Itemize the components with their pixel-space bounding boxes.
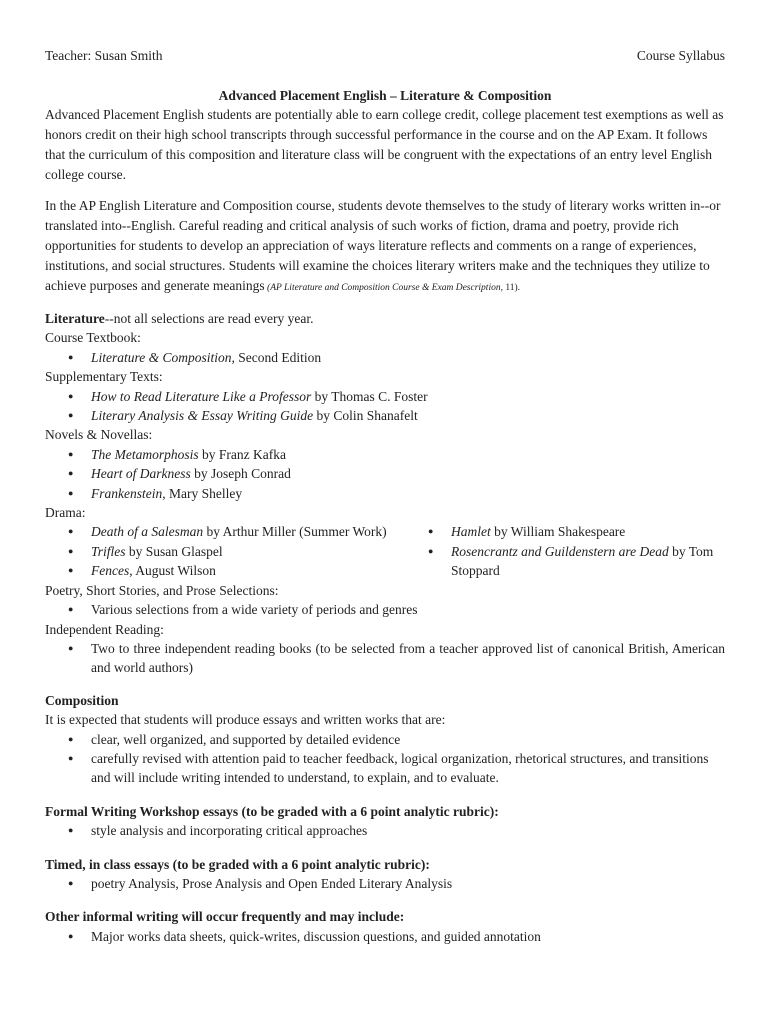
list-item bbox=[45, 561, 405, 580]
book-detail: by William Shakespeare bbox=[490, 524, 626, 540]
informal-writing-heading: Other informal writing will occur frequently and may include: bbox=[45, 909, 405, 925]
book-title: Heart of Darkness bbox=[91, 466, 191, 482]
supplementary-label: Supplementary Texts: bbox=[45, 369, 163, 385]
course-title: Advanced Placement English – Literature & Composition bbox=[218, 88, 552, 103]
book-title: The Metamorphosis bbox=[91, 446, 199, 462]
drama-list-right bbox=[405, 522, 725, 580]
book-detail: by Tom Stoppard bbox=[451, 543, 714, 579]
book-title: Frankenstein bbox=[91, 485, 163, 501]
supplementary-list bbox=[45, 387, 725, 426]
composition-section bbox=[45, 691, 725, 788]
list-item bbox=[45, 542, 405, 561]
literature-heading-bold: Literature bbox=[45, 311, 105, 326]
list-item: ● Major works data sheets, quick-writes, discussion questions, and guided annotation bbox=[45, 927, 725, 946]
citation-close: , 11). bbox=[500, 283, 521, 293]
list-item bbox=[45, 348, 725, 367]
syllabus-page bbox=[45, 47, 725, 946]
book-detail: by Colin Shanafelt bbox=[313, 408, 418, 424]
teacher-name: Teacher: Susan Smith bbox=[45, 48, 163, 63]
book-detail: by Arthur Miller (Summer Work) bbox=[203, 524, 387, 540]
book-detail: , Mary Shelley bbox=[162, 485, 243, 501]
formal-workshop-section bbox=[45, 802, 725, 841]
poetry-list bbox=[45, 600, 725, 619]
textbook-label: Course Textbook: bbox=[45, 330, 141, 346]
book-title: Trifles bbox=[91, 543, 126, 559]
timed-essays-section bbox=[45, 855, 725, 894]
formal-workshop-heading: Formal Writing Workshop essays (to be graded with a 6 point analytic rubric): bbox=[45, 803, 499, 819]
book-detail: by Joseph Conrad bbox=[190, 466, 291, 482]
book-title: Literary Analysis & Essay Writing Guide bbox=[91, 408, 314, 424]
drama-columns bbox=[45, 522, 725, 580]
book-detail: by Franz Kafka bbox=[198, 446, 286, 462]
list-item bbox=[405, 542, 725, 581]
book-title: How to Read Literature Like a Professor bbox=[91, 388, 312, 404]
literature-section bbox=[45, 309, 725, 678]
list-item bbox=[45, 464, 725, 483]
drama-label: Drama: bbox=[45, 505, 86, 521]
book-detail: , August Wilson bbox=[129, 563, 216, 579]
book-title: Fences bbox=[91, 563, 130, 579]
timed-essays-heading: Timed, in class essays (to be graded with a 6 point analytic rubric): bbox=[45, 856, 430, 872]
list-item: ● Various selections from a wide variety of periods and genres bbox=[45, 600, 725, 619]
list-item: ● carefully revised with attention paid to teacher feedback, logical organization, rhetorical structures, and transitions and will include writing intended to understand, to explain, and to evaluate. bbox=[45, 749, 725, 788]
independent-label: Independent Reading: bbox=[45, 621, 164, 637]
list-item bbox=[45, 522, 405, 541]
page-header bbox=[45, 47, 725, 65]
list-item bbox=[45, 387, 725, 406]
book-title: Death of a Salesman bbox=[91, 524, 204, 540]
formal-workshop-list bbox=[45, 821, 725, 840]
list-item bbox=[405, 522, 725, 541]
informal-writing-list bbox=[45, 927, 725, 946]
list-item: ● clear, well organized, and supported by detailed evidence bbox=[45, 730, 725, 749]
list-item bbox=[45, 484, 725, 503]
literature-heading-rest: --not all selections are read every year. bbox=[104, 311, 314, 326]
citation: AP Literature and Composition Course & Exam Description bbox=[270, 283, 501, 293]
book-title: Hamlet bbox=[451, 524, 491, 540]
citation-open: ( bbox=[264, 283, 271, 293]
composition-intro: It is expected that students will produce essays and written works that are: bbox=[45, 712, 446, 728]
list-item bbox=[45, 445, 725, 464]
textbook-list bbox=[45, 348, 725, 367]
book-title: Literature & Composition, bbox=[91, 349, 235, 365]
literature-heading bbox=[45, 309, 725, 328]
book-detail: by Susan Glaspel bbox=[125, 543, 223, 559]
informal-writing-section bbox=[45, 907, 725, 946]
book-detail: by Thomas C. Foster bbox=[311, 388, 428, 404]
novels-label: Novels & Novellas: bbox=[45, 427, 153, 443]
composition-list bbox=[45, 730, 725, 788]
novels-list bbox=[45, 445, 725, 503]
poetry-label: Poetry, Short Stories, and Prose Selections: bbox=[45, 582, 279, 598]
list-item: ● style analysis and incorporating critical approaches bbox=[45, 821, 725, 840]
intro-paragraph-2 bbox=[45, 196, 725, 298]
timed-essays-list bbox=[45, 874, 725, 893]
list-item bbox=[45, 406, 725, 425]
intro-paragraph-1: Advanced Placement English students are potentially able to earn college credit, college placement test exemptions as well as honors credit on their high school transcripts through successful performance in the course and on the AP Exam. It follows that the curriculum of this composition and literature class will be congruent with the expectations of an entry level English college course. bbox=[45, 107, 724, 182]
independent-list bbox=[45, 639, 725, 678]
composition-heading: Composition bbox=[45, 692, 119, 708]
list-item: ● Two to three independent reading books (to be selected from a teacher approved list of canonical British, American and world authors) bbox=[45, 639, 725, 678]
book-detail: Second Edition bbox=[234, 349, 322, 365]
doc-type: Course Syllabus bbox=[636, 48, 725, 63]
drama-list-left bbox=[45, 522, 405, 580]
list-item: ● poetry Analysis, Prose Analysis and Open Ended Literary Analysis bbox=[45, 874, 725, 893]
intro-paragraph-2-text: In the AP English Literature and Composition course, students devote themselves to the study of literary works written in--or translated into--English. Careful reading and critical analysis of such works of fiction, drama and poetry, provide rich opportunities for students to develop an appreciation of ways literature reflects and comments on a range of experiences, institutions, and social structures. Students will examine the choices literary writers make and the techniques they utilize to achieve purposes and generate meanings bbox=[45, 198, 721, 293]
book-title: Rosencrantz and Guildenstern are Dead bbox=[451, 543, 669, 559]
